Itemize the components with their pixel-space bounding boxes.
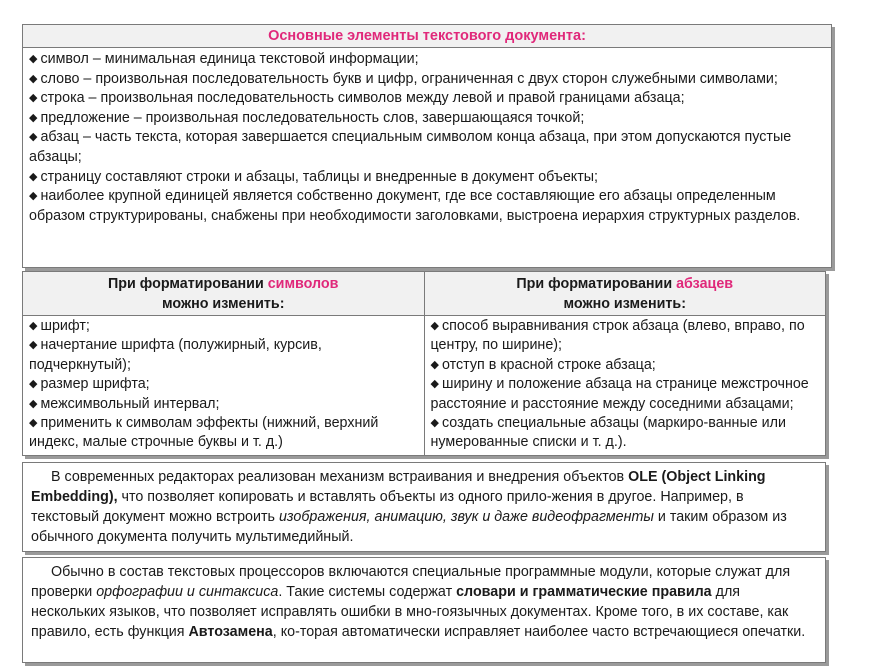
list-item: ◆ предложение – произвольная последовательность слов, завершающаяся точкой; — [29, 109, 585, 126]
list-item: ◆ наиболее крупной единицей является собственно документ, где все составляющие его абзацы определенным образом структурированы, снабжены при необходимости заголовками, выстроена иерархия структурных разделов. — [29, 188, 801, 224]
diamond-icon: ◆ — [29, 72, 38, 85]
diamond-icon: ◆ — [29, 397, 38, 410]
list-item: ◆ шрифт; — [29, 318, 90, 334]
media-types: изображения, анимацию, звук и даже видеофрагменты — [278, 509, 654, 525]
paragraphs-header: При форматировании абзацев можно изменить: — [425, 272, 826, 316]
elements-title: Основные элементы текстового документа: — [23, 25, 831, 48]
diamond-icon: ◆ — [430, 320, 439, 332]
ole-paragraph: В современных редакторах реализован механизм встраивания и внедрения объектов OLE (Object Linking Embedding), что позволяет копировать и вставлять объекты из одного прило-жения в другое. Например, в текстовый документ можно встроить изображения, анимацию, звук и даже видеофрагменты и таким образом из обычного документа получить мультимедийный. — [31, 469, 787, 545]
diamond-icon: ◆ — [29, 339, 38, 352]
diamond-icon: ◆ — [430, 358, 439, 371]
list-item: ◆ применить к символам эффекты (нижний, верхний индекс, малые строчные буквы и т. д.) — [29, 415, 379, 451]
spellcheck-paragraph: Обычно в состав текстовых процессоров включаются специальные программные модули, которые служат для проверки орфографии и синтаксиса. Такие системы содержат словари и грамматические правила для нескольких языков, что позволяет исправлять ошибки в мно-гоязычных документах. Кроме того, в их составе, как правило, есть функция Автозамена, ко-торая автоматически исправляет наиболее часто встречающиеся опечатки. — [31, 564, 806, 640]
diamond-icon: ◆ — [29, 111, 38, 124]
spelling-syntax: орфографии и синтаксиса — [96, 584, 279, 600]
diamond-icon: ◆ — [29, 131, 38, 144]
ole-box — [22, 462, 826, 552]
diamond-icon: ◆ — [29, 53, 38, 65]
diamond-icon: ◆ — [430, 417, 439, 430]
list-item: ◆ создать специальные абзацы (маркиро-ванные или нумерованные списки и т. д.). — [430, 415, 786, 451]
diamond-icon: ◆ — [29, 320, 38, 332]
elements-list — [23, 48, 831, 226]
list-item: ◆ страницу составляют строки и абзацы, таблицы и внедренные в документ объекты; — [29, 168, 598, 185]
spellcheck-box — [22, 557, 826, 663]
list-item: ◆ размер шрифта; — [29, 376, 150, 393]
autocorrect-term: Автозамена — [188, 624, 273, 640]
list-item: ◆ межсимвольный интервал; — [29, 395, 220, 412]
paragraphs-list — [425, 316, 826, 453]
list-item: ◆ ширину и положение абзаца на странице межстрочное расстояние и расстояние между соседними абзацами; — [430, 376, 809, 412]
ole-term: OLE (Object Linking Embedding), — [31, 469, 766, 505]
formatting-table — [22, 271, 826, 456]
elements-box — [22, 24, 832, 268]
list-item: ◆ символ – минимальная единица текстовой информации; — [29, 51, 419, 67]
diamond-icon: ◆ — [430, 378, 439, 391]
list-item: ◆ абзац – часть текста, которая завершается специальным символом конца абзаца, при этом допускаются пустые абзацы; — [29, 129, 792, 165]
symbols-keyword: символов — [267, 276, 339, 292]
diamond-icon: ◆ — [29, 190, 38, 203]
diamond-icon: ◆ — [29, 170, 38, 183]
list-item: ◆ слово – произвольная последовательность букв и цифр, ограниченная с двух сторон служебными символами; — [29, 70, 778, 87]
symbols-header: При форматировании символов можно изменить: — [23, 272, 424, 316]
diamond-icon: ◆ — [29, 378, 38, 391]
list-item: ◆ отступ в красной строке абзаца; — [430, 356, 656, 373]
diamond-icon: ◆ — [29, 417, 38, 430]
paragraphs-keyword: абзацев — [676, 276, 734, 292]
list-item: ◆ способ выравнивания строк абзаца (влево, вправо, по центру, по ширине); — [430, 318, 805, 354]
list-item: ◆ строка – произвольная последовательность символов между левой и правой границами абзаца; — [29, 90, 685, 107]
paragraphs-column — [424, 272, 826, 455]
symbols-list — [23, 316, 424, 453]
list-item: ◆ начертание шрифта (полужирный, курсив, подчеркнутый); — [29, 337, 322, 373]
dictionaries-term: словари и грамматические правила — [456, 584, 712, 600]
symbols-column — [23, 272, 424, 455]
diamond-icon: ◆ — [29, 92, 38, 105]
